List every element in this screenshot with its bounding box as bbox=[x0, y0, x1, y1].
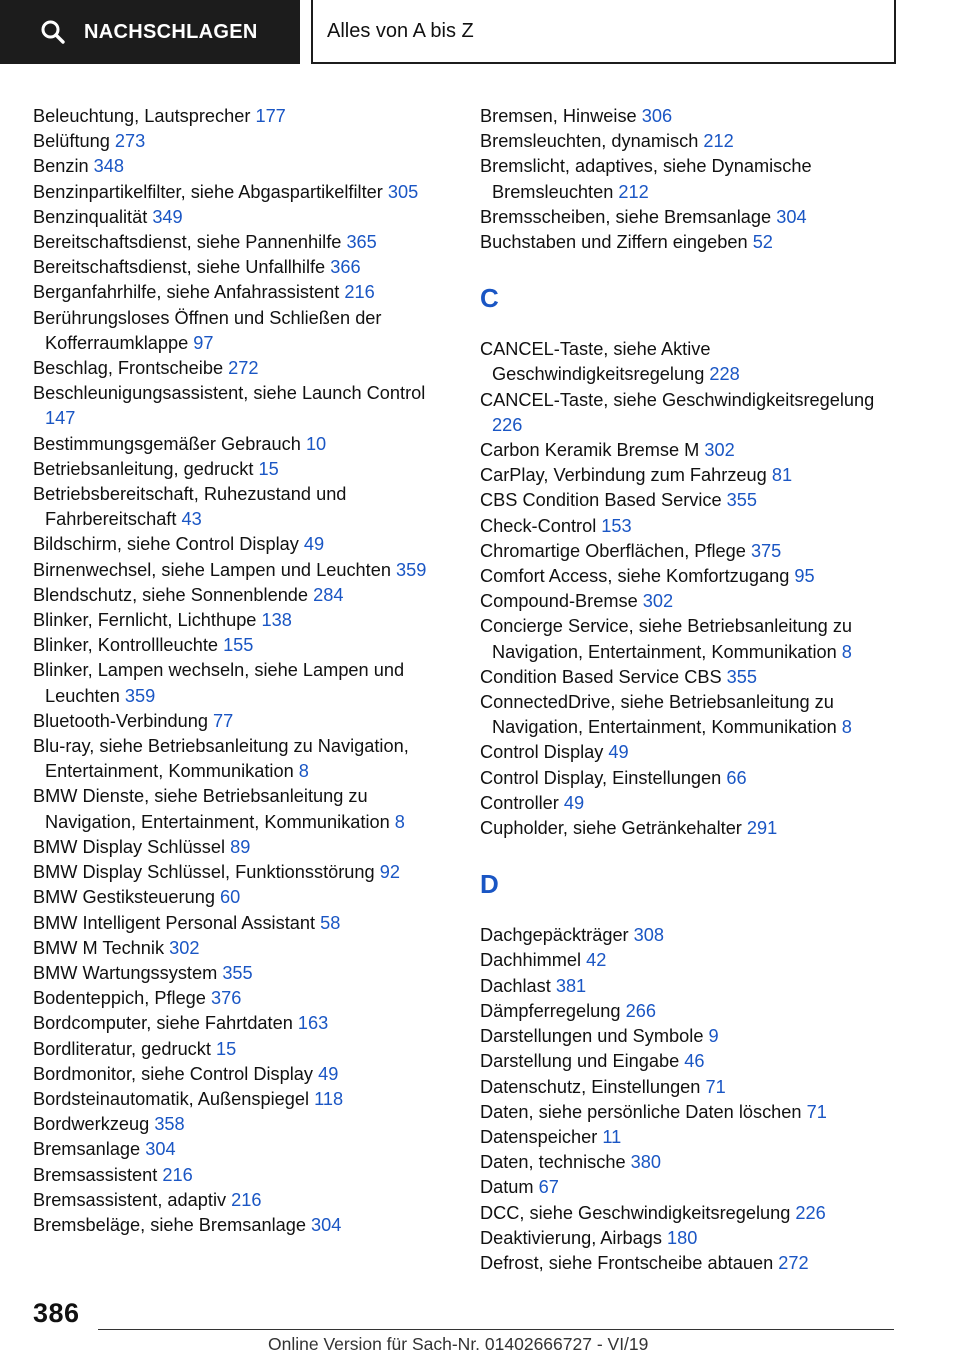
index-entry bbox=[33, 154, 453, 179]
index-entry-page-link[interactable]: 177 bbox=[255, 106, 286, 126]
index-entry-page-link[interactable]: 216 bbox=[344, 282, 375, 303]
index-entry bbox=[33, 306, 453, 356]
index-entry-page-link[interactable]: 302 bbox=[169, 937, 200, 958]
index-entry-term: BMW Wartungssystem bbox=[33, 962, 223, 983]
index-entry-term: Benzinpartikelfilter, siehe Abgaspartikelfilter bbox=[33, 181, 388, 202]
index-entry-term: Blendschutz, siehe Sonnenblende bbox=[33, 584, 314, 605]
index-entry-term: Bremsassistent bbox=[33, 1164, 163, 1185]
index-entry bbox=[480, 1024, 900, 1049]
index-entry bbox=[480, 589, 900, 614]
index-entry-term: Datenschutz, Einstellungen bbox=[480, 1076, 706, 1097]
index-entry-page-link[interactable]: 304 bbox=[145, 1139, 176, 1160]
index-entry bbox=[33, 936, 453, 961]
index-entry bbox=[480, 104, 900, 129]
index-entry bbox=[480, 488, 900, 513]
index-entry-page-link[interactable]: 380 bbox=[630, 1152, 662, 1173]
index-entry bbox=[33, 1062, 453, 1087]
index-entry-page-link[interactable]: 355 bbox=[726, 666, 758, 687]
index-entry bbox=[480, 205, 900, 230]
index-entry-page-link[interactable]: 226 bbox=[492, 414, 523, 435]
index-entry-page-link[interactable]: 348 bbox=[93, 156, 125, 177]
index-entry-page-link[interactable]: 81 bbox=[771, 465, 793, 486]
index-entry-page-link[interactable]: 349 bbox=[152, 206, 183, 227]
index-entry-page-link[interactable]: 42 bbox=[586, 950, 607, 971]
index-entry-term: ConnectedDrive, siehe Betriebsanleitung zu Navigation, Entertainment, Kommunikation bbox=[480, 692, 842, 738]
index-entry-term: Check-Control bbox=[480, 515, 602, 536]
index-entry-term: Beschleunigungsassistent, siehe Launch Control bbox=[33, 383, 426, 404]
index-entry-page-link[interactable]: 95 bbox=[794, 566, 815, 587]
index-entry bbox=[33, 180, 453, 205]
index-entry-term: Darstellung und Eingabe bbox=[480, 1051, 685, 1072]
index-entry bbox=[480, 1049, 900, 1074]
index-entry-page-link[interactable]: 46 bbox=[684, 1051, 705, 1072]
index-entry bbox=[33, 1188, 453, 1213]
index-entry-page-link[interactable]: 153 bbox=[601, 515, 632, 536]
index-entry-term: Birnenwechsel, siehe Lampen und Leuchten bbox=[33, 559, 396, 580]
index-entry-page-link[interactable]: 8 bbox=[394, 811, 405, 832]
index-entry bbox=[480, 388, 900, 438]
index-entry bbox=[33, 255, 453, 280]
index-entry bbox=[33, 709, 453, 734]
index-entry-page-link[interactable]: 305 bbox=[387, 181, 419, 202]
index-entry-page-link[interactable]: 358 bbox=[154, 1114, 185, 1135]
index-entry-term: BMW Display Schlüssel bbox=[33, 836, 231, 857]
index-entry-term: CANCEL-Taste, siehe Geschwindigkeitsregelung bbox=[480, 389, 875, 410]
index-entry-page-link[interactable]: 359 bbox=[396, 559, 427, 580]
index-entry-page-link[interactable]: 58 bbox=[320, 912, 341, 933]
index-entry-page-link[interactable]: 304 bbox=[776, 206, 807, 227]
index-entry-page-link[interactable]: 272 bbox=[228, 358, 259, 379]
index-entry bbox=[33, 1213, 453, 1238]
index-entry bbox=[33, 1137, 453, 1162]
index-entry bbox=[480, 230, 900, 255]
index-entry-page-link[interactable]: 118 bbox=[314, 1088, 344, 1109]
index-entry bbox=[480, 539, 900, 564]
index-entry-page-link[interactable]: 66 bbox=[726, 767, 747, 788]
index-entry bbox=[480, 999, 900, 1024]
index-entry-page-link[interactable]: 10 bbox=[305, 433, 327, 454]
index-entry-page-link[interactable]: 284 bbox=[313, 584, 344, 605]
index-entry-page-link[interactable]: 9 bbox=[708, 1026, 719, 1047]
index-entry-term: Betriebsanleitung, gedruckt bbox=[33, 458, 259, 479]
index-entry bbox=[33, 911, 453, 936]
index-entry-page-link[interactable]: 355 bbox=[222, 962, 253, 983]
index-entry-term: Bremsanlage bbox=[33, 1139, 146, 1160]
index-entry-term: Buchstaben und Ziffern eingeben bbox=[480, 232, 753, 253]
index-entry bbox=[33, 961, 453, 986]
index-entry-term: Bereitschaftsdienst, siehe Unfallhilfe bbox=[33, 257, 331, 278]
index-entry-page-link[interactable]: 138 bbox=[261, 610, 292, 631]
index-entry bbox=[480, 1175, 900, 1200]
tab-nachschlagen-label: NACHSCHLAGEN bbox=[84, 20, 258, 43]
index-entry-term: Blinker, Fernlicht, Lichthupe bbox=[33, 610, 262, 631]
index-entry bbox=[480, 690, 900, 740]
index-entry-term: CBS Condition Based Service bbox=[480, 490, 727, 511]
index-entry-term: Berührungsloses Öffnen und Schließen der Kofferraumklappe bbox=[33, 307, 382, 353]
index-entry-term: CarPlay, Verbindung zum Fahrzeug bbox=[480, 465, 772, 486]
index-entry bbox=[480, 923, 900, 948]
index-entry-term: Bordcomputer, siehe Fahrtdaten bbox=[33, 1013, 298, 1034]
index-entry-term: Control Display bbox=[480, 742, 609, 763]
index-entry bbox=[33, 1011, 453, 1036]
index-entry bbox=[480, 438, 900, 463]
index-entry-page-link[interactable]: 8 bbox=[841, 717, 852, 738]
index-entry bbox=[480, 514, 900, 539]
index-entry-term: Benzin bbox=[33, 156, 94, 177]
index-entry bbox=[33, 1112, 453, 1137]
index-entry-term: Darstellungen und Symbole bbox=[480, 1026, 709, 1047]
index-entry-page-link[interactable]: 155 bbox=[223, 635, 254, 656]
index-entry-page-link[interactable]: 228 bbox=[709, 364, 740, 385]
index-entry-term: Bremsbeläge, siehe Bremsanlage bbox=[33, 1214, 312, 1235]
index-entry-page-link[interactable]: 355 bbox=[726, 490, 758, 511]
index-entry-term: Betriebsbereitschaft, Ruhezustand und Fahrbereitschaft bbox=[33, 484, 347, 530]
index-entry bbox=[480, 740, 900, 765]
index-entry-term: CANCEL-Taste, siehe Aktive Geschwindigkeitsregelung bbox=[480, 339, 711, 385]
index-entry-page-link[interactable]: 272 bbox=[778, 1252, 809, 1273]
index-entry-page-link[interactable]: 11 bbox=[602, 1126, 622, 1147]
index-entry bbox=[480, 1150, 900, 1175]
index-entry-page-link[interactable]: 273 bbox=[114, 131, 146, 152]
index-entry bbox=[33, 986, 453, 1011]
tab-alles-label: Alles von A bis Z bbox=[327, 19, 474, 42]
index-entry-page-link[interactable]: 8 bbox=[298, 761, 309, 782]
index-entry-term: Compound-Bremse bbox=[480, 591, 643, 612]
index-entry-term: BMW Display Schlüssel, Funktionsstörung bbox=[33, 862, 380, 883]
index-entry-page-link[interactable]: 365 bbox=[346, 232, 377, 253]
index-entry-term: Bordsteinautomatik, Außenspiegel bbox=[33, 1088, 315, 1109]
search-icon bbox=[40, 19, 66, 45]
index-entry bbox=[33, 356, 453, 381]
top-navigation bbox=[0, 0, 960, 68]
index-entry-term: DCC, siehe Geschwindigkeitsregelung bbox=[480, 1202, 796, 1223]
index-entry bbox=[33, 432, 453, 457]
index-entry-page-link[interactable]: 60 bbox=[220, 887, 241, 908]
index-entry-page-link[interactable]: 212 bbox=[618, 181, 649, 202]
index-entry-page-link[interactable]: 8 bbox=[841, 641, 852, 662]
index-entry-term: Bremsassistent, adaptiv bbox=[33, 1189, 232, 1210]
tab-nachschlagen[interactable] bbox=[0, 0, 300, 64]
index-entry bbox=[33, 104, 453, 129]
index-entry-page-link[interactable]: 49 bbox=[303, 534, 325, 555]
tab-alles-von-a-bis-z[interactable] bbox=[311, 0, 896, 64]
footer-online-version: Online Version für Sach-Nr. 01402666727 - VI/19 bbox=[268, 1334, 649, 1354]
index-entry-term: BMW M Technik bbox=[33, 937, 170, 958]
index-entry bbox=[33, 583, 453, 608]
index-column-left bbox=[33, 104, 453, 1238]
index-entry-page-link[interactable]: 49 bbox=[563, 792, 585, 813]
index-entry-term: Deaktivierung, Airbags bbox=[480, 1227, 668, 1248]
index-entry-term: Datenspeicher bbox=[480, 1126, 603, 1147]
index-entry-page-link[interactable]: 71 bbox=[806, 1101, 827, 1122]
index-entry bbox=[33, 1163, 453, 1188]
index-entry-term: Beleuchtung, Lautsprecher bbox=[33, 106, 256, 126]
index-entry-term: Dämpferregelung bbox=[480, 1000, 626, 1021]
index-letter-d: D bbox=[480, 869, 499, 900]
index-entry-term: Bestimmungsgemäßer Gebrauch bbox=[33, 433, 306, 454]
index-entry bbox=[480, 766, 900, 791]
index-entry-term: Cupholder, siehe Getränkehalter bbox=[480, 818, 747, 839]
index-entry-term: Bodenteppich, Pflege bbox=[33, 988, 211, 1009]
index-entry-page-link[interactable]: 216 bbox=[162, 1164, 193, 1185]
index-entry bbox=[33, 482, 453, 532]
index-entry-term: Chromartige Oberflächen, Pflege bbox=[480, 540, 751, 561]
index-entry-term: Comfort Access, siehe Komfortzugang bbox=[480, 566, 795, 587]
index-entry bbox=[33, 280, 453, 305]
index-entry-page-link[interactable]: 291 bbox=[746, 818, 778, 839]
index-entry-term: BMW Intelligent Personal Assistant bbox=[33, 912, 321, 933]
index-entry bbox=[33, 558, 453, 583]
index-entry bbox=[480, 564, 900, 589]
index-entry bbox=[33, 784, 453, 834]
index-entry-term: Bluetooth-Verbindung bbox=[33, 710, 213, 731]
index-entry-term: Bordliteratur, gedruckt bbox=[33, 1038, 216, 1059]
index-entry-page-link[interactable]: 43 bbox=[181, 509, 202, 530]
index-letter-c: C bbox=[480, 283, 499, 314]
index-entry bbox=[33, 835, 453, 860]
index-entry bbox=[33, 532, 453, 557]
index-entry bbox=[33, 129, 453, 154]
index-entry bbox=[33, 734, 453, 784]
index-entry-page-link[interactable]: 49 bbox=[608, 742, 629, 763]
index-entry-page-link[interactable]: 92 bbox=[379, 862, 400, 883]
index-entry-term: Dachgepäckträger bbox=[480, 925, 634, 946]
index-entry-term: Blu-ray, siehe Betriebsanleitung zu Navigation, Entertainment, Kommunikation bbox=[33, 736, 409, 782]
index-entry-term: Bremsscheiben, siehe Bremsanlage bbox=[480, 206, 777, 227]
page-number: 386 bbox=[33, 1298, 80, 1328]
index-entry bbox=[480, 463, 900, 488]
index-entry bbox=[480, 1201, 900, 1226]
index-entry-page-link[interactable]: 308 bbox=[633, 925, 665, 946]
index-entry bbox=[33, 608, 453, 633]
index-entry-term: Daten, technische bbox=[480, 1152, 631, 1173]
index-entry-page-link[interactable]: 77 bbox=[213, 710, 234, 731]
index-entry-term: Beschlag, Frontscheibe bbox=[33, 358, 229, 379]
index-entry bbox=[480, 1125, 900, 1150]
index-entry bbox=[33, 658, 453, 708]
index-entry-page-link[interactable]: 97 bbox=[193, 332, 214, 353]
index-entry bbox=[33, 381, 453, 431]
index-entry-page-link[interactable]: 304 bbox=[311, 1214, 342, 1235]
index-entry bbox=[480, 974, 900, 999]
index-entry bbox=[33, 205, 453, 230]
index-entry-term: Bremslicht, adaptives, siehe Dynamische Bremsleuchten bbox=[480, 156, 812, 202]
index-entry-page-link[interactable]: 375 bbox=[750, 540, 782, 561]
index-entry-term: Benzinqualität bbox=[33, 206, 153, 227]
footer-divider bbox=[98, 1329, 894, 1330]
index-entry-term: BMW Dienste, siehe Betriebsanleitung zu Navigation, Entertainment, Kommunikation bbox=[33, 786, 395, 832]
index-entry-term: Dachhimmel bbox=[480, 950, 587, 971]
index-entry bbox=[33, 633, 453, 658]
index-entry-term: Bremsen, Hinweise bbox=[480, 106, 642, 126]
index-entry-term: Belüftung bbox=[33, 131, 115, 152]
index-entry-term: Bremsleuchten, dynamisch bbox=[480, 131, 704, 152]
index-entry-page-link[interactable]: 15 bbox=[215, 1038, 237, 1059]
index-entry-page-link[interactable]: 306 bbox=[641, 106, 673, 126]
index-entry bbox=[480, 665, 900, 690]
index-entry-term: Blinker, Lampen wechseln, siehe Lampen und Leuchten bbox=[33, 660, 405, 706]
index-entry-page-link[interactable]: 49 bbox=[318, 1063, 339, 1084]
index-entry-page-link[interactable]: 376 bbox=[210, 988, 242, 1009]
index-entry-term: Berganfahrhilfe, siehe Anfahrassistent bbox=[33, 282, 345, 303]
index-entry-term: BMW Gestiksteuerung bbox=[33, 887, 220, 908]
index-entry bbox=[480, 1075, 900, 1100]
index-entry-page-link[interactable]: 163 bbox=[297, 1013, 329, 1034]
index-entry bbox=[480, 816, 900, 841]
index-entry bbox=[480, 337, 900, 387]
index-entry bbox=[480, 791, 900, 816]
index-column-right bbox=[480, 104, 900, 1276]
index-entry-page-link[interactable]: 180 bbox=[667, 1227, 698, 1248]
index-entry-page-link[interactable]: 381 bbox=[555, 975, 587, 996]
index-entry bbox=[33, 1037, 453, 1062]
index-entry-term: Carbon Keramik Bremse M bbox=[480, 440, 705, 461]
index-entry-term: Daten, siehe persönliche Daten löschen bbox=[480, 1101, 807, 1122]
index-entry-term: Control Display, Einstellungen bbox=[480, 767, 727, 788]
index-entry bbox=[480, 614, 900, 664]
index-entry bbox=[480, 129, 900, 154]
index-entry bbox=[480, 154, 900, 204]
index-entry-term: Blinker, Kontrollleuchte bbox=[33, 635, 224, 656]
index-entry bbox=[480, 948, 900, 973]
index-entry-page-link[interactable]: 216 bbox=[231, 1189, 262, 1210]
index-entry-term: Datum bbox=[480, 1177, 539, 1198]
index-entry-page-link[interactable]: 67 bbox=[538, 1177, 559, 1198]
index-entry bbox=[33, 885, 453, 910]
index-entry-page-link[interactable]: 359 bbox=[124, 685, 156, 706]
index-entry bbox=[33, 860, 453, 885]
index-entry-term: Dachlast bbox=[480, 975, 556, 996]
index-entry-page-link[interactable]: 266 bbox=[625, 1000, 656, 1021]
index-entry-page-link[interactable]: 226 bbox=[795, 1202, 826, 1223]
index-entry-term: Controller bbox=[480, 792, 564, 813]
index-entry-page-link[interactable]: 52 bbox=[752, 232, 773, 253]
index-entry-page-link[interactable]: 302 bbox=[642, 591, 674, 612]
index-entry-term: Bordwerkzeug bbox=[33, 1114, 155, 1135]
index-entry bbox=[480, 1100, 900, 1125]
index-entry-term: Bildschirm, siehe Control Display bbox=[33, 534, 304, 555]
index-entry-page-link[interactable]: 302 bbox=[704, 440, 735, 461]
index-entry bbox=[480, 1226, 900, 1251]
index-entry-page-link[interactable]: 89 bbox=[230, 836, 251, 857]
index-entry bbox=[33, 457, 453, 482]
index-entry-page-link[interactable]: 212 bbox=[703, 131, 734, 152]
index-entry bbox=[33, 230, 453, 255]
index-entry-term: Bereitschaftsdienst, siehe Pannenhilfe bbox=[33, 232, 347, 253]
index-entry-page-link[interactable]: 366 bbox=[330, 257, 361, 278]
index-entry-term: Condition Based Service CBS bbox=[480, 666, 727, 687]
index-entry-term: Defrost, siehe Frontscheibe abtauen bbox=[480, 1252, 779, 1273]
index-entry-page-link[interactable]: 147 bbox=[45, 408, 76, 429]
index-entry bbox=[480, 1251, 900, 1276]
index-entry-page-link[interactable]: 71 bbox=[705, 1076, 726, 1097]
index-entry bbox=[33, 1087, 453, 1112]
index-entry-term: Bordmonitor, siehe Control Display bbox=[33, 1063, 319, 1084]
index-entry-term: Concierge Service, siehe Betriebsanleitung zu Navigation, Entertainment, Kommunikation bbox=[480, 616, 853, 662]
index-entry-page-link[interactable]: 15 bbox=[258, 458, 279, 479]
